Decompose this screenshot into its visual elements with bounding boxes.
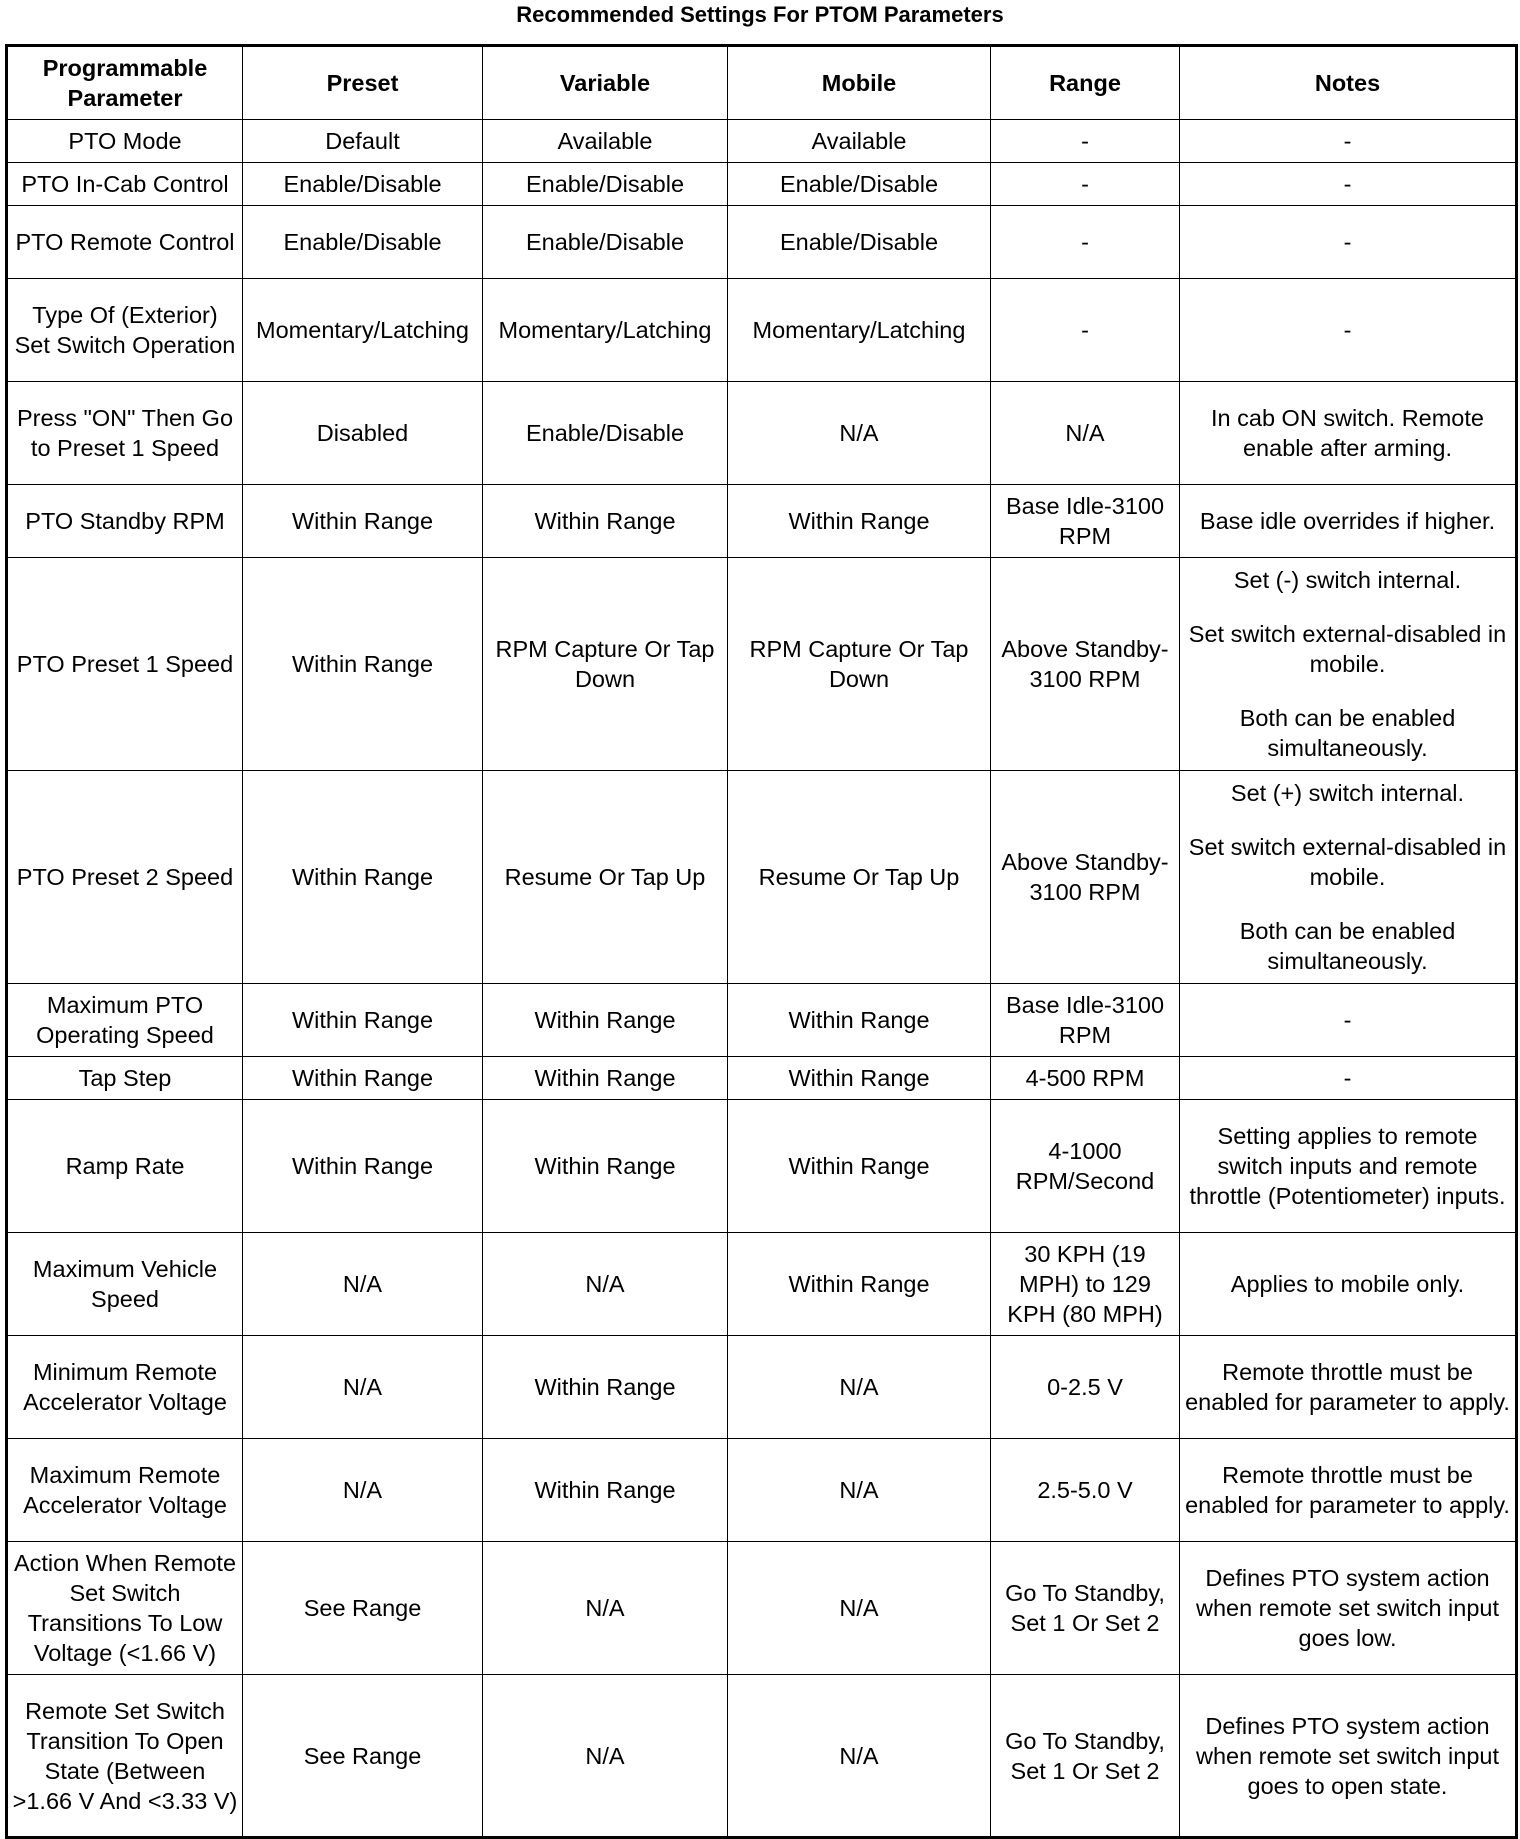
note-text: - <box>1343 229 1352 255</box>
note-text: Set (-) switch internal. <box>1233 567 1462 593</box>
mobile-cell: Momentary/Latching <box>728 279 991 382</box>
variable-cell: Within Range <box>483 485 728 558</box>
range-cell: - <box>991 279 1180 382</box>
range-cell: - <box>991 163 1180 206</box>
notes-cell <box>1180 206 1517 279</box>
preset-cell: Disabled <box>243 382 483 485</box>
mobile-cell: Within Range <box>728 1057 991 1100</box>
range-cell: N/A <box>991 382 1180 485</box>
mobile-cell: N/A <box>728 1439 991 1542</box>
preset-cell: Within Range <box>243 1100 483 1233</box>
notes-cell <box>1180 382 1517 485</box>
table-row <box>7 279 1517 382</box>
table-row <box>7 485 1517 558</box>
variable-cell: Within Range <box>483 1439 728 1542</box>
notes-cell <box>1180 984 1517 1057</box>
note-text: - <box>1343 128 1352 154</box>
table-row <box>7 1439 1517 1542</box>
note-text: Setting applies to remote switch inputs and remote throttle (Potentiometer) inputs. <box>1189 1123 1506 1209</box>
mobile-cell: Available <box>728 120 991 163</box>
table-row <box>7 984 1517 1057</box>
notes-cell <box>1180 163 1517 206</box>
header-row <box>7 46 1517 120</box>
preset-cell: Momentary/Latching <box>243 279 483 382</box>
variable-cell: Within Range <box>483 1336 728 1439</box>
mobile-cell: N/A <box>728 1336 991 1439</box>
note-text: Defines PTO system action when remote set switch input goes low. <box>1195 1565 1500 1651</box>
note-text: Defines PTO system action when remote set switch input goes to open state. <box>1195 1712 1500 1799</box>
parameter-cell: Maximum Remote Accelerator Voltage <box>7 1439 243 1542</box>
mobile-cell: Resume Or Tap Up <box>728 771 991 984</box>
parameter-cell: Press "ON" Then Go to Preset 1 Speed <box>7 382 243 485</box>
column-header: Variable <box>483 46 728 120</box>
variable-cell: Momentary/Latching <box>483 279 728 382</box>
preset-cell: See Range <box>243 1542 483 1675</box>
range-cell: Base Idle-3100 RPM <box>991 984 1180 1057</box>
parameter-cell: Tap Step <box>7 1057 243 1100</box>
range-cell: 0-2.5 V <box>991 1336 1180 1439</box>
parameter-cell: PTO Remote Control <box>7 206 243 279</box>
preset-cell: N/A <box>243 1439 483 1542</box>
notes-cell <box>1180 1336 1517 1439</box>
parameter-cell: PTO Standby RPM <box>7 485 243 558</box>
mobile-cell: N/A <box>728 1675 991 1838</box>
parameter-cell: PTO Preset 2 Speed <box>7 771 243 984</box>
table-row <box>7 120 1517 163</box>
preset-cell: Within Range <box>243 771 483 984</box>
notes-cell <box>1180 558 1517 771</box>
range-cell: 4-1000 RPM/Second <box>991 1100 1180 1233</box>
table-row <box>7 382 1517 485</box>
variable-cell: N/A <box>483 1542 728 1675</box>
table-row <box>7 1057 1517 1100</box>
notes-cell <box>1180 279 1517 382</box>
table-row <box>7 558 1517 771</box>
mobile-cell: N/A <box>728 382 991 485</box>
preset-cell: See Range <box>243 1675 483 1838</box>
variable-cell: N/A <box>483 1675 728 1838</box>
settings-table <box>5 44 1518 1839</box>
mobile-cell: N/A <box>728 1542 991 1675</box>
note-text: - <box>1343 317 1352 343</box>
note-text: - <box>1343 1007 1352 1033</box>
parameter-cell: Ramp Rate <box>7 1100 243 1233</box>
notes-cell <box>1180 1542 1517 1675</box>
note-text: In cab ON switch. Remote enable after arming. <box>1211 405 1484 461</box>
mobile-cell: Enable/Disable <box>728 163 991 206</box>
note-text: Both can be enabled simultaneously. <box>1239 705 1456 761</box>
variable-cell: N/A <box>483 1233 728 1336</box>
table-row <box>7 163 1517 206</box>
parameter-cell: Maximum PTO Operating Speed <box>7 984 243 1057</box>
table-row <box>7 1542 1517 1675</box>
column-header: Mobile <box>728 46 991 120</box>
column-header: Notes <box>1180 46 1517 120</box>
note-text: Set switch external-disabled in mobile. <box>1188 621 1507 677</box>
variable-cell: Within Range <box>483 1057 728 1100</box>
table-row <box>7 1233 1517 1336</box>
mobile-cell: Within Range <box>728 485 991 558</box>
table-row <box>7 206 1517 279</box>
parameter-cell: PTO Preset 1 Speed <box>7 558 243 771</box>
parameter-cell: Action When Remote Set Switch Transitions To Low Voltage (<1.66 V) <box>7 1542 243 1675</box>
parameter-cell: Type Of (Exterior) Set Switch Operation <box>7 279 243 382</box>
table-row <box>7 1675 1517 1838</box>
mobile-cell: RPM Capture Or Tap Down <box>728 558 991 771</box>
note-text: Remote throttle must be enabled for parameter to apply. <box>1185 1359 1510 1415</box>
table-row <box>7 1336 1517 1439</box>
variable-cell: RPM Capture Or Tap Down <box>483 558 728 771</box>
parameter-cell: Minimum Remote Accelerator Voltage <box>7 1336 243 1439</box>
preset-cell: N/A <box>243 1336 483 1439</box>
preset-cell: Within Range <box>243 984 483 1057</box>
parameter-cell: PTO In-Cab Control <box>7 163 243 206</box>
range-cell: 30 KPH (19 MPH) to 129 KPH (80 MPH) <box>991 1233 1180 1336</box>
note-text: - <box>1343 1065 1352 1091</box>
range-cell: Go To Standby, Set 1 Or Set 2 <box>991 1542 1180 1675</box>
table-row <box>7 771 1517 984</box>
notes-cell <box>1180 1439 1517 1542</box>
variable-cell: Within Range <box>483 1100 728 1233</box>
variable-cell: Enable/Disable <box>483 382 728 485</box>
preset-cell: Within Range <box>243 1057 483 1100</box>
preset-cell: Enable/Disable <box>243 206 483 279</box>
notes-cell <box>1180 771 1517 984</box>
mobile-cell: Within Range <box>728 984 991 1057</box>
preset-cell: Within Range <box>243 558 483 771</box>
mobile-cell: Enable/Disable <box>728 206 991 279</box>
variable-cell: Within Range <box>483 984 728 1057</box>
parameter-cell: Remote Set Switch Transition To Open State (Between >1.66 V And <3.33 V) <box>7 1675 243 1838</box>
note-text: Remote throttle must be enabled for parameter to apply. <box>1185 1462 1510 1518</box>
preset-cell: Default <box>243 120 483 163</box>
range-cell: Go To Standby, Set 1 Or Set 2 <box>991 1675 1180 1838</box>
notes-cell <box>1180 120 1517 163</box>
column-header: Preset <box>243 46 483 120</box>
range-cell: Above Standby-3100 RPM <box>991 771 1180 984</box>
settings-table-container <box>5 44 1518 1839</box>
mobile-cell: Within Range <box>728 1100 991 1233</box>
parameter-cell: Maximum Vehicle Speed <box>7 1233 243 1336</box>
note-text: - <box>1343 171 1352 197</box>
note-text: Base idle overrides if higher. <box>1199 508 1496 534</box>
range-cell: Above Standby-3100 RPM <box>991 558 1180 771</box>
column-header: Programmable Parameter <box>7 46 243 120</box>
preset-cell: Enable/Disable <box>243 163 483 206</box>
column-header: Range <box>991 46 1180 120</box>
preset-cell: N/A <box>243 1233 483 1336</box>
variable-cell: Enable/Disable <box>483 206 728 279</box>
range-cell: - <box>991 206 1180 279</box>
note-text: Set (+) switch internal. <box>1230 780 1465 806</box>
note-text: Applies to mobile only. <box>1230 1271 1465 1297</box>
preset-cell: Within Range <box>243 485 483 558</box>
note-text: Both can be enabled simultaneously. <box>1239 918 1456 974</box>
range-cell: 4-500 RPM <box>991 1057 1180 1100</box>
page-title: Recommended Settings For PTOM Parameters <box>516 2 1004 27</box>
variable-cell: Available <box>483 120 728 163</box>
range-cell: Base Idle-3100 RPM <box>991 485 1180 558</box>
notes-cell <box>1180 1233 1517 1336</box>
note-text: Set switch external-disabled in mobile. <box>1188 834 1507 890</box>
range-cell: 2.5-5.0 V <box>991 1439 1180 1542</box>
variable-cell: Enable/Disable <box>483 163 728 206</box>
mobile-cell: Within Range <box>728 1233 991 1336</box>
notes-cell <box>1180 1100 1517 1233</box>
notes-cell <box>1180 1057 1517 1100</box>
variable-cell: Resume Or Tap Up <box>483 771 728 984</box>
parameter-cell: PTO Mode <box>7 120 243 163</box>
range-cell: - <box>991 120 1180 163</box>
table-row <box>7 1100 1517 1233</box>
notes-cell <box>1180 485 1517 558</box>
notes-cell <box>1180 1675 1517 1838</box>
